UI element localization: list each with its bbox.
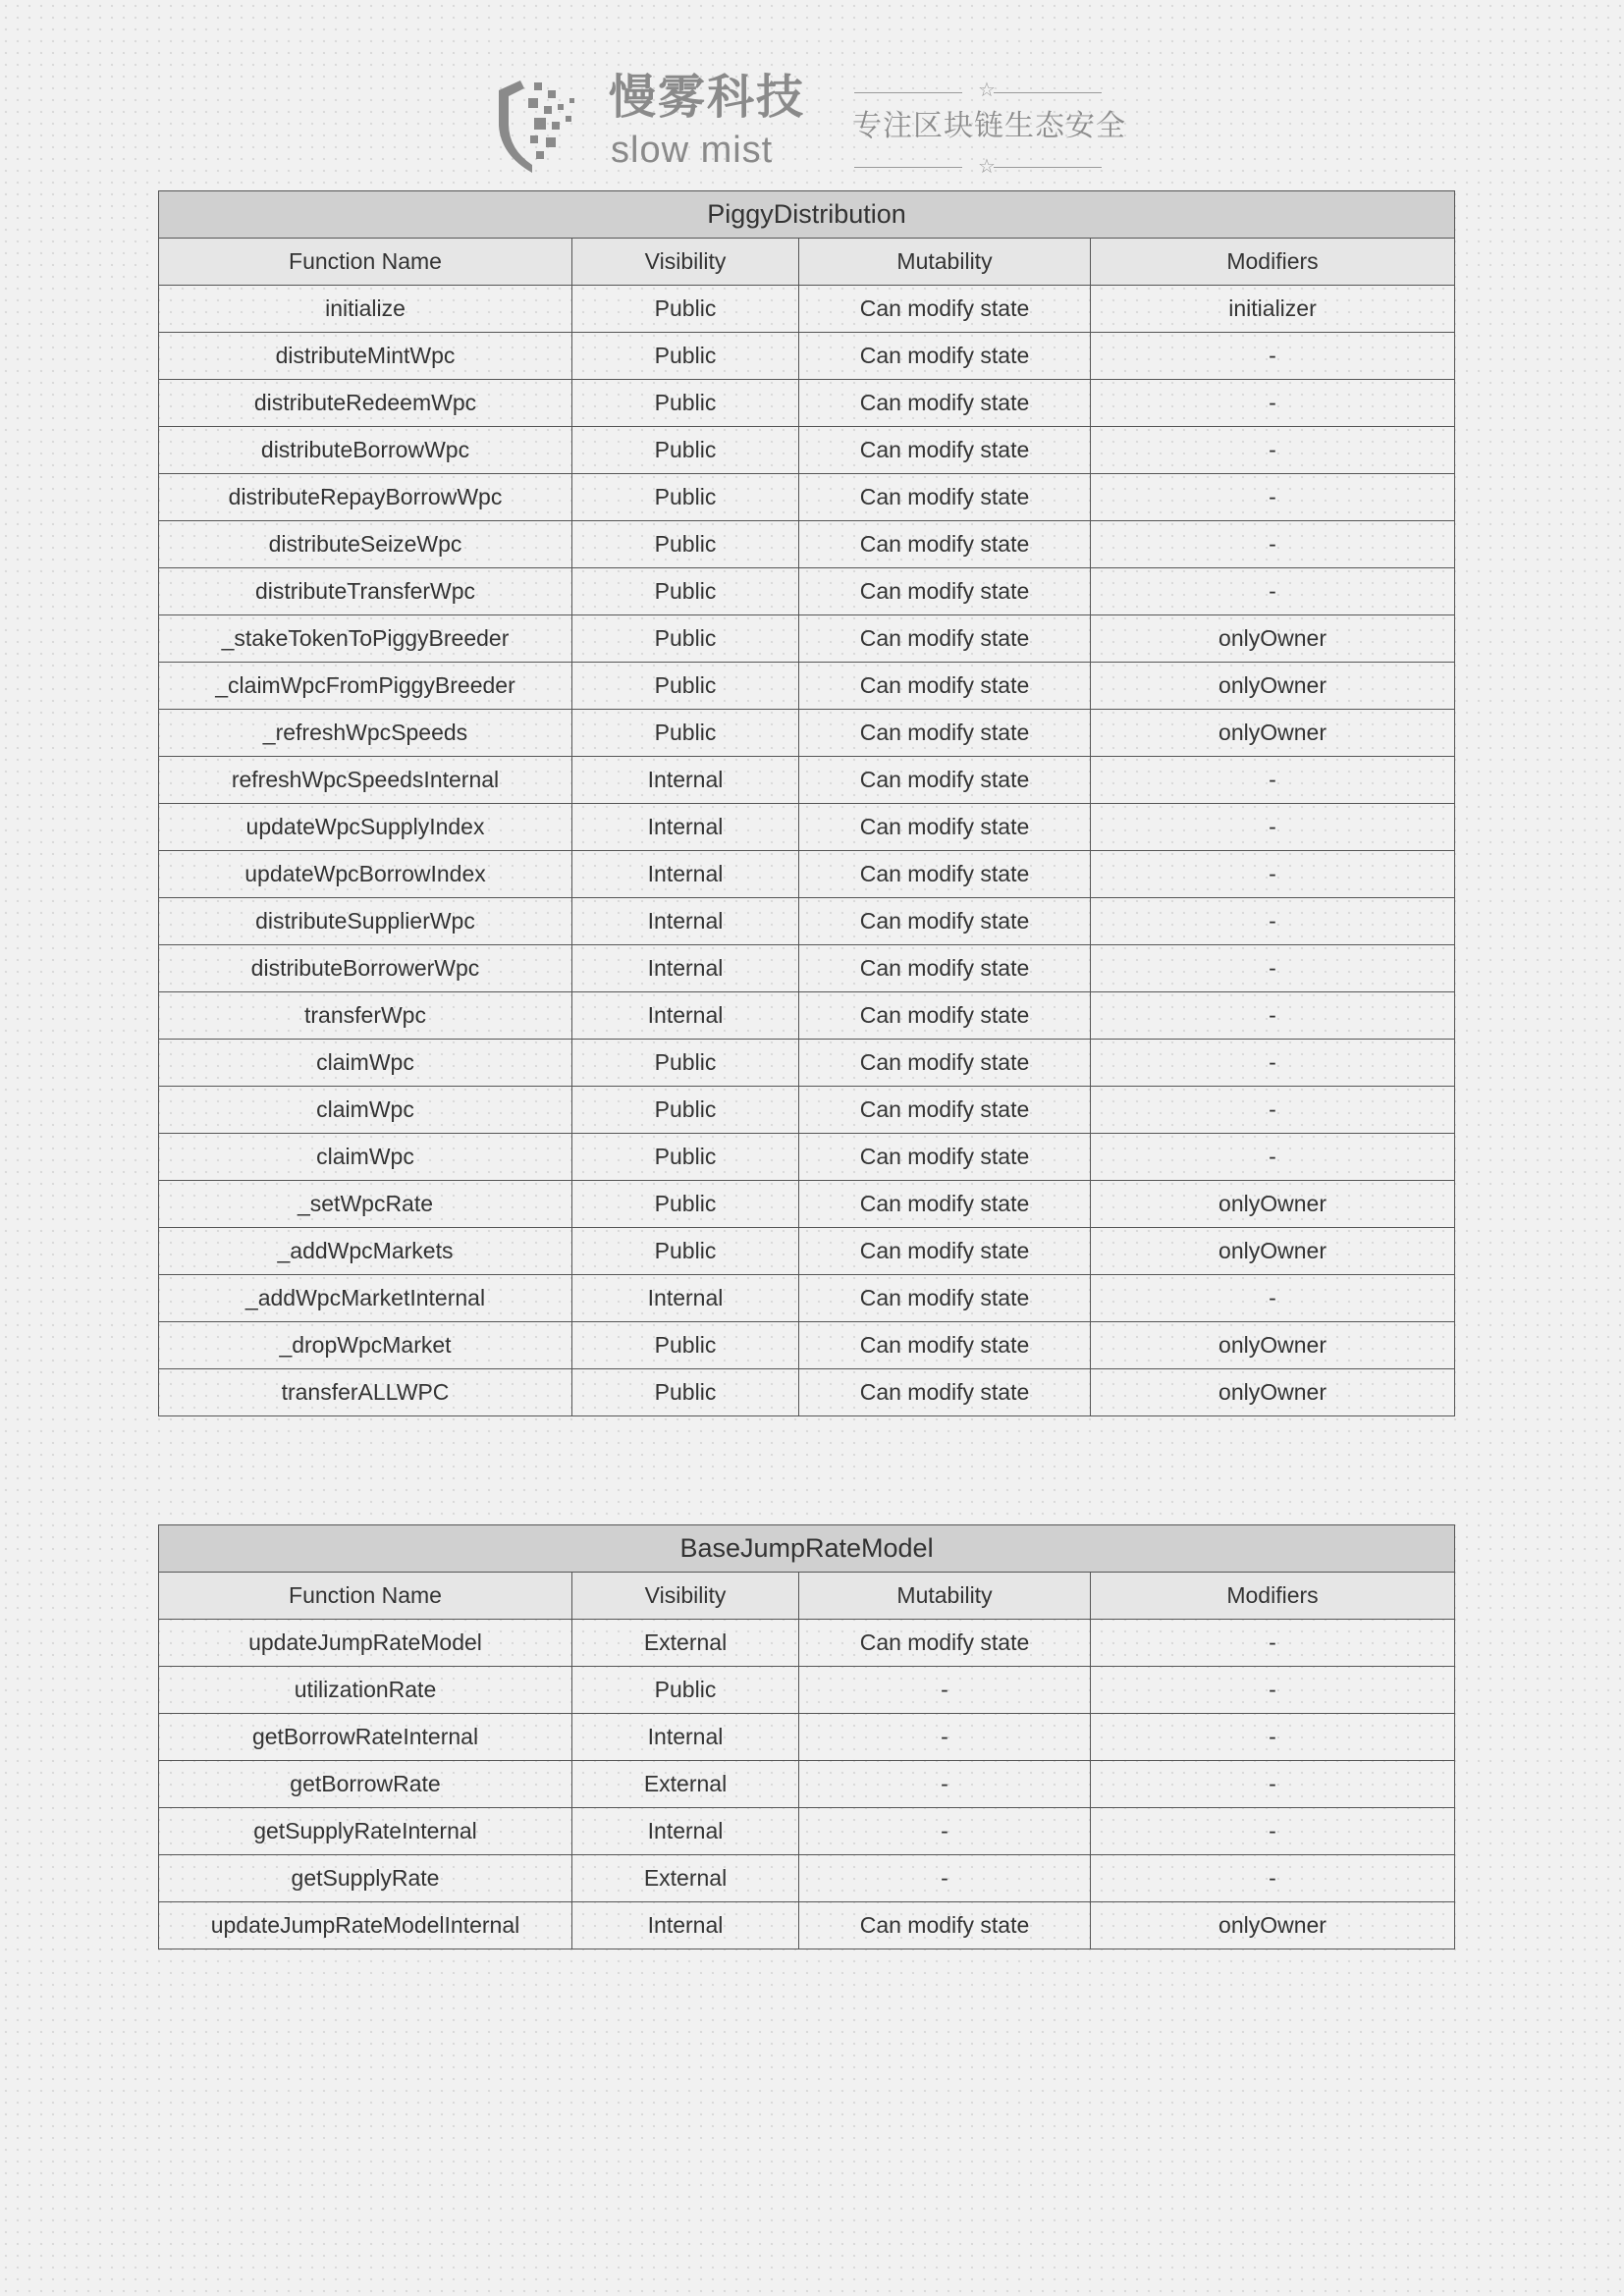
- table-cell: -: [1091, 1761, 1455, 1808]
- table-cell: initializer: [1091, 286, 1455, 333]
- star-icon: ☆: [978, 80, 996, 101]
- table-cell: Can modify state: [799, 1620, 1091, 1667]
- table-row: [159, 1275, 1455, 1322]
- table-cell: -: [1091, 804, 1455, 851]
- table-cell: -: [1091, 1620, 1455, 1667]
- table-cell: Internal: [572, 851, 799, 898]
- table-cell: -: [1091, 757, 1455, 804]
- table-cell: Can modify state: [799, 945, 1091, 992]
- table-cell: -: [799, 1855, 1091, 1902]
- slowmist-logo: [491, 72, 1139, 183]
- table-cell: Can modify state: [799, 1181, 1091, 1228]
- table-cell: -: [1091, 898, 1455, 945]
- table-cell: Public: [572, 1322, 799, 1369]
- table-cell: getSupplyRate: [159, 1855, 572, 1902]
- table-row: [159, 615, 1455, 663]
- table-cell: -: [1091, 380, 1455, 427]
- table-cell: Internal: [572, 1714, 799, 1761]
- table-cell: updateJumpRateModel: [159, 1620, 572, 1667]
- brand-name-cn: 慢雾科技: [609, 72, 806, 124]
- table-row: [159, 427, 1455, 474]
- table-cell: -: [1091, 851, 1455, 898]
- column-header: Mutability: [799, 1573, 1091, 1620]
- table-row: [159, 992, 1455, 1040]
- column-header: Function Name: [159, 239, 572, 286]
- function-table: [158, 190, 1455, 1416]
- table-cell: Can modify state: [799, 1902, 1091, 1949]
- slogan: 专注区块链生态安全: [852, 110, 1126, 142]
- table-cell: External: [572, 1761, 799, 1808]
- table-cell: Can modify state: [799, 1322, 1091, 1369]
- table-cell: _dropWpcMarket: [159, 1322, 572, 1369]
- table-cell: Can modify state: [799, 615, 1091, 663]
- table-cell: Can modify state: [799, 804, 1091, 851]
- table-cell: Can modify state: [799, 286, 1091, 333]
- table-cell: distributeTransferWpc: [159, 568, 572, 615]
- table-cell: claimWpc: [159, 1134, 572, 1181]
- table-cell: Public: [572, 427, 799, 474]
- table-cell: -: [1091, 1087, 1455, 1134]
- table-cell: initialize: [159, 286, 572, 333]
- brand-name-en: slow mist: [611, 130, 774, 171]
- table-cell: Can modify state: [799, 992, 1091, 1040]
- table-header-row: [159, 239, 1455, 286]
- table-row: [159, 286, 1455, 333]
- table-cell: distributeRedeemWpc: [159, 380, 572, 427]
- table-row: [159, 804, 1455, 851]
- table-cell: refreshWpcSpeedsInternal: [159, 757, 572, 804]
- column-header: Visibility: [572, 239, 799, 286]
- table-cell: onlyOwner: [1091, 1181, 1455, 1228]
- table-cell: Public: [572, 615, 799, 663]
- table-cell: Internal: [572, 945, 799, 992]
- table-cell: Can modify state: [799, 1040, 1091, 1087]
- table-row: [159, 1667, 1455, 1714]
- table-cell: Can modify state: [799, 1369, 1091, 1416]
- table-cell: Can modify state: [799, 757, 1091, 804]
- table-cell: Can modify state: [799, 663, 1091, 710]
- table-cell: Public: [572, 380, 799, 427]
- table-row: [159, 568, 1455, 615]
- table-cell: -: [1091, 1667, 1455, 1714]
- table-title-row: [159, 1525, 1455, 1573]
- table-cell: getSupplyRateInternal: [159, 1808, 572, 1855]
- table-cell: -: [1091, 333, 1455, 380]
- table-cell: onlyOwner: [1091, 710, 1455, 757]
- table-title-row: [159, 191, 1455, 239]
- table-cell: Public: [572, 286, 799, 333]
- table-cell: Public: [572, 521, 799, 568]
- table-row: [159, 1761, 1455, 1808]
- table-cell: Internal: [572, 1808, 799, 1855]
- table-cell: distributeRepayBorrowWpc: [159, 474, 572, 521]
- table-cell: External: [572, 1620, 799, 1667]
- divider: [994, 92, 1102, 93]
- table-cell: -: [1091, 1040, 1455, 1087]
- table-cell: -: [1091, 1855, 1455, 1902]
- table-cell: Internal: [572, 757, 799, 804]
- table-cell: Public: [572, 663, 799, 710]
- column-header: Mutability: [799, 239, 1091, 286]
- table-row: [159, 1714, 1455, 1761]
- table-cell: Can modify state: [799, 710, 1091, 757]
- table-cell: -: [1091, 1808, 1455, 1855]
- table-row: [159, 1620, 1455, 1667]
- table-cell: distributeSeizeWpc: [159, 521, 572, 568]
- table-row: [159, 521, 1455, 568]
- table-row: [159, 1040, 1455, 1087]
- table-cell: distributeBorrowWpc: [159, 427, 572, 474]
- divider: [854, 167, 962, 168]
- table-cell: updateJumpRateModelInternal: [159, 1902, 572, 1949]
- table-title: BaseJumpRateModel: [159, 1525, 1455, 1573]
- table-cell: Can modify state: [799, 1228, 1091, 1275]
- table-row: [159, 757, 1455, 804]
- table-row: [159, 898, 1455, 945]
- table-cell: Internal: [572, 1902, 799, 1949]
- table-cell: utilizationRate: [159, 1667, 572, 1714]
- table-cell: onlyOwner: [1091, 615, 1455, 663]
- table-cell: Public: [572, 710, 799, 757]
- table-cell: -: [799, 1714, 1091, 1761]
- table-cell: Can modify state: [799, 521, 1091, 568]
- table-cell: Can modify state: [799, 333, 1091, 380]
- table-cell: -: [1091, 568, 1455, 615]
- table-row: [159, 474, 1455, 521]
- table-cell: Can modify state: [799, 851, 1091, 898]
- table-cell: Can modify state: [799, 427, 1091, 474]
- table-row: [159, 945, 1455, 992]
- table-cell: onlyOwner: [1091, 663, 1455, 710]
- column-header: Visibility: [572, 1573, 799, 1620]
- table-cell: Public: [572, 568, 799, 615]
- table-cell: getBorrowRateInternal: [159, 1714, 572, 1761]
- table-row: [159, 710, 1455, 757]
- table-cell: Can modify state: [799, 380, 1091, 427]
- table-cell: -: [1091, 992, 1455, 1040]
- table-cell: _addWpcMarkets: [159, 1228, 572, 1275]
- table-cell: Public: [572, 1134, 799, 1181]
- table-cell: _refreshWpcSpeeds: [159, 710, 572, 757]
- table-cell: onlyOwner: [1091, 1322, 1455, 1369]
- table-cell: Can modify state: [799, 1087, 1091, 1134]
- table-cell: transferALLWPC: [159, 1369, 572, 1416]
- table-cell: Public: [572, 1181, 799, 1228]
- table-row: [159, 380, 1455, 427]
- table-cell: distributeMintWpc: [159, 333, 572, 380]
- table-cell: distributeBorrowerWpc: [159, 945, 572, 992]
- table-row: [159, 851, 1455, 898]
- table-row: [159, 1902, 1455, 1949]
- table-cell: Can modify state: [799, 474, 1091, 521]
- table-row: [159, 1322, 1455, 1369]
- star-icon: ☆: [978, 156, 996, 178]
- table-cell: -: [1091, 1275, 1455, 1322]
- column-header: Modifiers: [1091, 1573, 1455, 1620]
- table-cell: -: [1091, 521, 1455, 568]
- table-row: [159, 1181, 1455, 1228]
- table-cell: onlyOwner: [1091, 1369, 1455, 1416]
- table-cell: Public: [572, 474, 799, 521]
- table-cell: Can modify state: [799, 568, 1091, 615]
- table-cell: -: [799, 1667, 1091, 1714]
- table-cell: -: [1091, 1714, 1455, 1761]
- table-row: [159, 1369, 1455, 1416]
- table-cell: onlyOwner: [1091, 1228, 1455, 1275]
- table-cell: -: [1091, 945, 1455, 992]
- table-cell: Public: [572, 1040, 799, 1087]
- table-row: [159, 1855, 1455, 1902]
- table-row: [159, 333, 1455, 380]
- table-cell: _claimWpcFromPiggyBreeder: [159, 663, 572, 710]
- table-cell: transferWpc: [159, 992, 572, 1040]
- table-cell: Public: [572, 1087, 799, 1134]
- table-cell: updateWpcSupplyIndex: [159, 804, 572, 851]
- table-cell: Public: [572, 1667, 799, 1714]
- shield-icon: [491, 77, 604, 175]
- table-cell: Can modify state: [799, 1275, 1091, 1322]
- table-cell: _addWpcMarketInternal: [159, 1275, 572, 1322]
- table-cell: Can modify state: [799, 1134, 1091, 1181]
- table-cell: _setWpcRate: [159, 1181, 572, 1228]
- table-cell: Internal: [572, 1275, 799, 1322]
- table-cell: -: [1091, 474, 1455, 521]
- column-header: Modifiers: [1091, 239, 1455, 286]
- table-cell: Public: [572, 1369, 799, 1416]
- table-cell: Internal: [572, 804, 799, 851]
- table-header-row: [159, 1573, 1455, 1620]
- table-cell: Internal: [572, 992, 799, 1040]
- table-cell: _stakeTokenToPiggyBreeder: [159, 615, 572, 663]
- table-cell: Can modify state: [799, 898, 1091, 945]
- table-cell: Internal: [572, 898, 799, 945]
- table-cell: -: [799, 1761, 1091, 1808]
- table-cell: -: [799, 1808, 1091, 1855]
- table-cell: claimWpc: [159, 1040, 572, 1087]
- table-title: PiggyDistribution: [159, 191, 1455, 239]
- table-row: [159, 1087, 1455, 1134]
- table-cell: updateWpcBorrowIndex: [159, 851, 572, 898]
- table-cell: claimWpc: [159, 1087, 572, 1134]
- table-cell: External: [572, 1855, 799, 1902]
- table-cell: -: [1091, 1134, 1455, 1181]
- table-cell: Public: [572, 1228, 799, 1275]
- divider: [994, 167, 1102, 168]
- table-row: [159, 1808, 1455, 1855]
- table-row: [159, 1228, 1455, 1275]
- table-cell: -: [1091, 427, 1455, 474]
- table-cell: getBorrowRate: [159, 1761, 572, 1808]
- table-cell: Public: [572, 333, 799, 380]
- function-table: [158, 1524, 1455, 1949]
- table-cell: distributeSupplierWpc: [159, 898, 572, 945]
- divider: [854, 92, 962, 93]
- table-row: [159, 663, 1455, 710]
- table-cell: onlyOwner: [1091, 1902, 1455, 1949]
- column-header: Function Name: [159, 1573, 572, 1620]
- table-row: [159, 1134, 1455, 1181]
